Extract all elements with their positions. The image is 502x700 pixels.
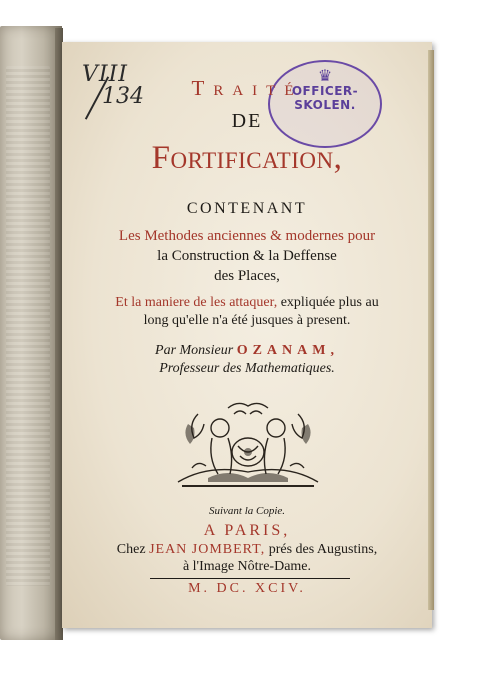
author-title: Professeur des Mathematiques.: [159, 361, 335, 376]
description-attack: [62, 294, 432, 330]
description-line-5: long qu'elle n'a été jusques à present.: [143, 313, 351, 328]
author-block: [62, 342, 432, 378]
publication-date: M. DC. XCIV.: [188, 581, 306, 596]
title-traite: Traité: [191, 76, 303, 100]
imprint-city: A PARIS,: [203, 522, 291, 539]
imprint-publisher-block: [62, 541, 432, 575]
title-de: DE: [231, 110, 263, 132]
stamp-line-1: OFFICER-: [291, 84, 359, 98]
imprint-publisher-line: [62, 541, 432, 558]
description-methods: [62, 226, 432, 286]
author-line: [62, 342, 432, 360]
description-line-4: [62, 294, 432, 312]
author-name: OZANAM,: [236, 343, 339, 358]
shelf-mark-number: 134: [102, 84, 144, 109]
imprint-publisher: JEAN JOMBERT,: [149, 542, 266, 557]
description-line-3: des Places,: [214, 268, 280, 284]
stamp-line-2: SKOLEN.: [294, 98, 356, 112]
imprint-chez: Chez: [116, 542, 150, 557]
crown-icon: ♛: [317, 66, 333, 85]
author-prefix: Par Monsieur: [155, 343, 237, 358]
description-line-4-black: expliquée plus au: [277, 295, 379, 310]
description-line-2: la Construction & la Deffense: [157, 248, 337, 264]
imprint-rule: [150, 578, 350, 579]
imprint-address: prés des Augustins,: [265, 542, 378, 557]
title-main: Fortification,: [151, 140, 343, 176]
description-line-1: Les Methodes anciennes & modernes pour: [118, 228, 376, 244]
imprint-sign: à l'Image Nôtre-Dame.: [182, 559, 312, 574]
imprint-suivant: Suivant la Copie.: [208, 505, 286, 517]
shelf-mark-roman: VIII: [82, 62, 128, 87]
library-stamp: [268, 60, 382, 148]
cherub-vignette: [168, 394, 328, 490]
contenant-heading: CONTENANT: [186, 200, 308, 217]
cover-texture: [6, 66, 50, 586]
description-line-4-red: Et la maniere de les attaquer,: [115, 295, 278, 310]
book-cover: [0, 26, 62, 640]
